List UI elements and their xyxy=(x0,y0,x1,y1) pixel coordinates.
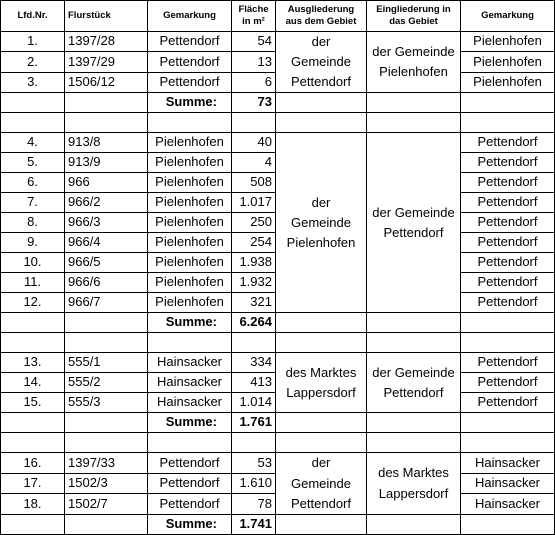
header-flurstueck: Flurstück xyxy=(65,1,148,32)
spacer-cell xyxy=(461,433,555,453)
cell-flaeche: 413 xyxy=(232,373,276,393)
cell-gemarkung-target: Hainsacker xyxy=(461,494,555,514)
cell-gemarkung-target: Pielenhofen xyxy=(461,52,555,72)
cell-gemarkung: Pettendorf xyxy=(148,473,232,493)
header-row xyxy=(1,1,555,32)
summe-empty-cell xyxy=(65,413,148,433)
eingliederung-line: der Gemeinde xyxy=(372,44,455,60)
table-row xyxy=(1,133,555,153)
cell-lfd-nr: 8. xyxy=(1,213,65,233)
cell-flaeche: 321 xyxy=(232,293,276,313)
cell-gemarkung: Pielenhofen xyxy=(148,213,232,233)
cell-gemarkung: Pettendorf xyxy=(148,453,232,473)
cell-flurstueck: 966/6 xyxy=(65,273,148,293)
header-eingliederung: Eingliederung in das Gebiet xyxy=(367,1,461,32)
cell-gemarkung: Pettendorf xyxy=(148,32,232,52)
cell-flaeche: 4 xyxy=(232,153,276,173)
summe-empty-cell xyxy=(1,313,65,333)
cell-flaeche: 78 xyxy=(232,494,276,514)
ausgliederung-line: der xyxy=(311,194,331,210)
spacer-cell xyxy=(461,113,555,133)
header-flaeche xyxy=(232,1,276,32)
header-gemarkung: Gemarkung xyxy=(148,1,232,32)
cell-gemarkung: Pielenhofen xyxy=(148,253,232,273)
cell-gemarkung: Hainsacker xyxy=(148,373,232,393)
summe-empty-cell xyxy=(65,93,148,113)
cell-lfd-nr: 17. xyxy=(1,473,65,493)
summe-empty-cell xyxy=(1,413,65,433)
summe-label: Summe: xyxy=(148,93,232,113)
cell-gemarkung-target: Pettendorf xyxy=(461,173,555,193)
cell-flurstueck: 1397/28 xyxy=(65,32,148,52)
cell-lfd-nr: 4. xyxy=(1,133,65,153)
cell-gemarkung-target: Hainsacker xyxy=(461,453,555,473)
table-row xyxy=(1,453,555,473)
cell-ausgliederung xyxy=(276,453,367,514)
spacer-cell xyxy=(1,333,65,353)
cell-flaeche: 1.938 xyxy=(232,253,276,273)
cell-flaeche: 40 xyxy=(232,133,276,153)
cell-lfd-nr: 7. xyxy=(1,193,65,213)
cell-lfd-nr: 12. xyxy=(1,293,65,313)
cell-lfd-nr: 9. xyxy=(1,233,65,253)
cell-gemarkung: Hainsacker xyxy=(148,353,232,373)
cell-gemarkung: Pielenhofen xyxy=(148,153,232,173)
cell-flurstueck: 966/4 xyxy=(65,233,148,253)
spacer-cell xyxy=(65,113,148,133)
cell-gemarkung-target: Pettendorf xyxy=(461,193,555,213)
eingliederung-line: Pettendorf xyxy=(383,384,444,400)
cell-lfd-nr: 13. xyxy=(1,353,65,373)
cell-gemarkung-target: Pettendorf xyxy=(461,293,555,313)
cell-lfd-nr: 10. xyxy=(1,253,65,273)
ausgliederung-line: der xyxy=(311,455,331,471)
cell-gemarkung-target: Pettendorf xyxy=(461,273,555,293)
cell-flaeche: 254 xyxy=(232,233,276,253)
cell-gemarkung-target: Hainsacker xyxy=(461,473,555,493)
cell-gemarkung-target: Pettendorf xyxy=(461,373,555,393)
cell-flaeche: 1.014 xyxy=(232,393,276,413)
cell-eingliederung xyxy=(367,353,461,413)
cell-flurstueck: 966/2 xyxy=(65,193,148,213)
cell-flaeche: 250 xyxy=(232,213,276,233)
header-lfd-nr: Lfd.Nr. xyxy=(1,1,65,32)
spacer-cell xyxy=(276,333,367,353)
cell-gemarkung: Pettendorf xyxy=(148,494,232,514)
cell-gemarkung-target: Pielenhofen xyxy=(461,72,555,92)
cell-lfd-nr: 18. xyxy=(1,494,65,514)
cell-gemarkung: Pettendorf xyxy=(148,52,232,72)
ausgliederung-line: Pettendorf xyxy=(291,495,351,511)
summe-label: Summe: xyxy=(148,313,232,333)
eingliederung-line: der Gemeinde xyxy=(372,364,455,380)
cell-flaeche: 1.932 xyxy=(232,273,276,293)
spacer-cell xyxy=(367,333,461,353)
spacer-cell xyxy=(461,333,555,353)
eingliederung-line: des Marktes xyxy=(378,465,449,481)
cell-ausgliederung xyxy=(276,353,367,413)
summe-empty-cell xyxy=(367,93,461,113)
cell-flaeche: 1.017 xyxy=(232,193,276,213)
spacer-cell xyxy=(232,433,276,453)
summe-empty-cell xyxy=(276,313,367,333)
cell-gemarkung-target: Pettendorf xyxy=(461,153,555,173)
summe-value: 73 xyxy=(232,93,276,113)
cell-flaeche: 6 xyxy=(232,72,276,92)
cell-gemarkung: Pielenhofen xyxy=(148,193,232,213)
cell-lfd-nr: 15. xyxy=(1,393,65,413)
summe-empty-cell xyxy=(367,514,461,534)
cell-flurstueck: 555/1 xyxy=(65,353,148,373)
eingliederung-line: Pettendorf xyxy=(383,224,444,240)
spacer-cell xyxy=(148,433,232,453)
ausgliederung-line: des Marktes xyxy=(285,364,357,380)
ausgliederung-line: Pettendorf xyxy=(291,74,351,90)
cell-flurstueck: 913/8 xyxy=(65,133,148,153)
cell-gemarkung: Pielenhofen xyxy=(148,273,232,293)
ausgliederung-line: der xyxy=(311,34,331,49)
cell-lfd-nr: 16. xyxy=(1,453,65,473)
cell-lfd-nr: 1. xyxy=(1,32,65,52)
spacer-cell xyxy=(148,333,232,353)
cell-ausgliederung xyxy=(276,32,367,93)
cell-gemarkung: Pielenhofen xyxy=(148,173,232,193)
cell-gemarkung-target: Pettendorf xyxy=(461,353,555,373)
cell-lfd-nr: 3. xyxy=(1,72,65,92)
spacer-cell xyxy=(367,433,461,453)
cell-flurstueck: 1506/12 xyxy=(65,72,148,92)
spacer-cell xyxy=(1,433,65,453)
summe-empty-cell xyxy=(461,413,555,433)
cell-flaeche: 508 xyxy=(232,173,276,193)
cell-flurstueck: 1502/3 xyxy=(65,473,148,493)
summe-empty-cell xyxy=(461,514,555,534)
spacer-row xyxy=(1,433,555,453)
cell-lfd-nr: 2. xyxy=(1,52,65,72)
cell-gemarkung-target: Pettendorf xyxy=(461,233,555,253)
cell-gemarkung: Pielenhofen xyxy=(148,133,232,153)
summe-empty-cell xyxy=(276,514,367,534)
cell-gemarkung: Pettendorf xyxy=(148,72,232,92)
summe-empty-cell xyxy=(276,93,367,113)
table-row xyxy=(1,353,555,373)
cell-flurstueck: 555/3 xyxy=(65,393,148,413)
cell-flurstueck: 966/7 xyxy=(65,293,148,313)
ausgliederung-line: Lappersdorf xyxy=(286,384,356,400)
cell-ausgliederung xyxy=(276,133,367,313)
summe-empty-cell xyxy=(276,413,367,433)
spacer-cell xyxy=(367,113,461,133)
cell-lfd-nr: 14. xyxy=(1,373,65,393)
spacer-cell xyxy=(232,113,276,133)
spacer-cell xyxy=(276,113,367,133)
spacer-cell xyxy=(65,433,148,453)
ausgliederung-line: Gemeinde xyxy=(291,475,351,491)
summe-empty-cell xyxy=(65,514,148,534)
cell-lfd-nr: 5. xyxy=(1,153,65,173)
cell-flurstueck: 1397/29 xyxy=(65,52,148,72)
ausgliederung-line: Pielenhofen xyxy=(286,234,356,250)
spacer-cell xyxy=(276,433,367,453)
cell-flurstueck: 1502/7 xyxy=(65,494,148,514)
summe-row xyxy=(1,514,555,534)
eingliederung-line: Pielenhofen xyxy=(379,64,448,80)
summe-empty-cell xyxy=(65,313,148,333)
ausgliederung-line: Gemeinde xyxy=(291,54,351,70)
cell-eingliederung xyxy=(367,32,461,93)
summe-empty-cell xyxy=(367,313,461,333)
cell-eingliederung xyxy=(367,133,461,313)
summe-row xyxy=(1,413,555,433)
cell-flurstueck: 913/9 xyxy=(65,153,148,173)
summe-label: Summe: xyxy=(148,514,232,534)
cell-gemarkung-target: Pettendorf xyxy=(461,133,555,153)
cell-flurstueck: 1397/33 xyxy=(65,453,148,473)
cell-gemarkung-target: Pielenhofen xyxy=(461,32,555,52)
header-flaeche-text: Fläche in m² xyxy=(238,4,269,27)
summe-value: 1.761 xyxy=(232,413,276,433)
cell-flaeche: 1.610 xyxy=(232,473,276,493)
cell-flurstueck: 966/5 xyxy=(65,253,148,273)
cell-flaeche: 54 xyxy=(232,32,276,52)
summe-empty-cell xyxy=(461,313,555,333)
spacer-row xyxy=(1,333,555,353)
cell-gemarkung: Hainsacker xyxy=(148,393,232,413)
summe-empty-cell xyxy=(1,93,65,113)
header-gemarkung-target: Gemarkung xyxy=(461,1,555,32)
summe-row xyxy=(1,313,555,333)
cell-gemarkung: Pielenhofen xyxy=(148,293,232,313)
spacer-row xyxy=(1,113,555,133)
table-row xyxy=(1,32,555,52)
eingliederung-line: der Gemeinde xyxy=(372,204,455,220)
summe-row xyxy=(1,93,555,113)
eingliederung-line: Lappersdorf xyxy=(378,485,449,501)
cell-lfd-nr: 11. xyxy=(1,273,65,293)
cell-gemarkung-target: Pettendorf xyxy=(461,393,555,413)
spacer-cell xyxy=(1,113,65,133)
cell-flurstueck: 966/3 xyxy=(65,213,148,233)
summe-empty-cell xyxy=(367,413,461,433)
cell-flurstueck: 555/2 xyxy=(65,373,148,393)
cell-lfd-nr: 6. xyxy=(1,173,65,193)
spacer-cell xyxy=(232,333,276,353)
summe-empty-cell xyxy=(461,93,555,113)
summe-value: 6.264 xyxy=(232,313,276,333)
cell-flaeche: 334 xyxy=(232,353,276,373)
summe-label: Summe: xyxy=(148,413,232,433)
cell-flaeche: 53 xyxy=(232,453,276,473)
spacer-cell xyxy=(148,113,232,133)
cell-gemarkung-target: Pettendorf xyxy=(461,253,555,273)
ausgliederung-line: Gemeinde xyxy=(291,214,351,230)
spacer-cell xyxy=(65,333,148,353)
summe-empty-cell xyxy=(1,514,65,534)
cell-flurstueck: 966 xyxy=(65,173,148,193)
cell-gemarkung-target: Pettendorf xyxy=(461,213,555,233)
cell-eingliederung xyxy=(367,453,461,514)
summe-value: 1.741 xyxy=(232,514,276,534)
cell-flaeche: 13 xyxy=(232,52,276,72)
cell-gemarkung: Pielenhofen xyxy=(148,233,232,253)
header-ausgliederung: Ausgliederung aus dem Gebiet xyxy=(276,1,367,32)
